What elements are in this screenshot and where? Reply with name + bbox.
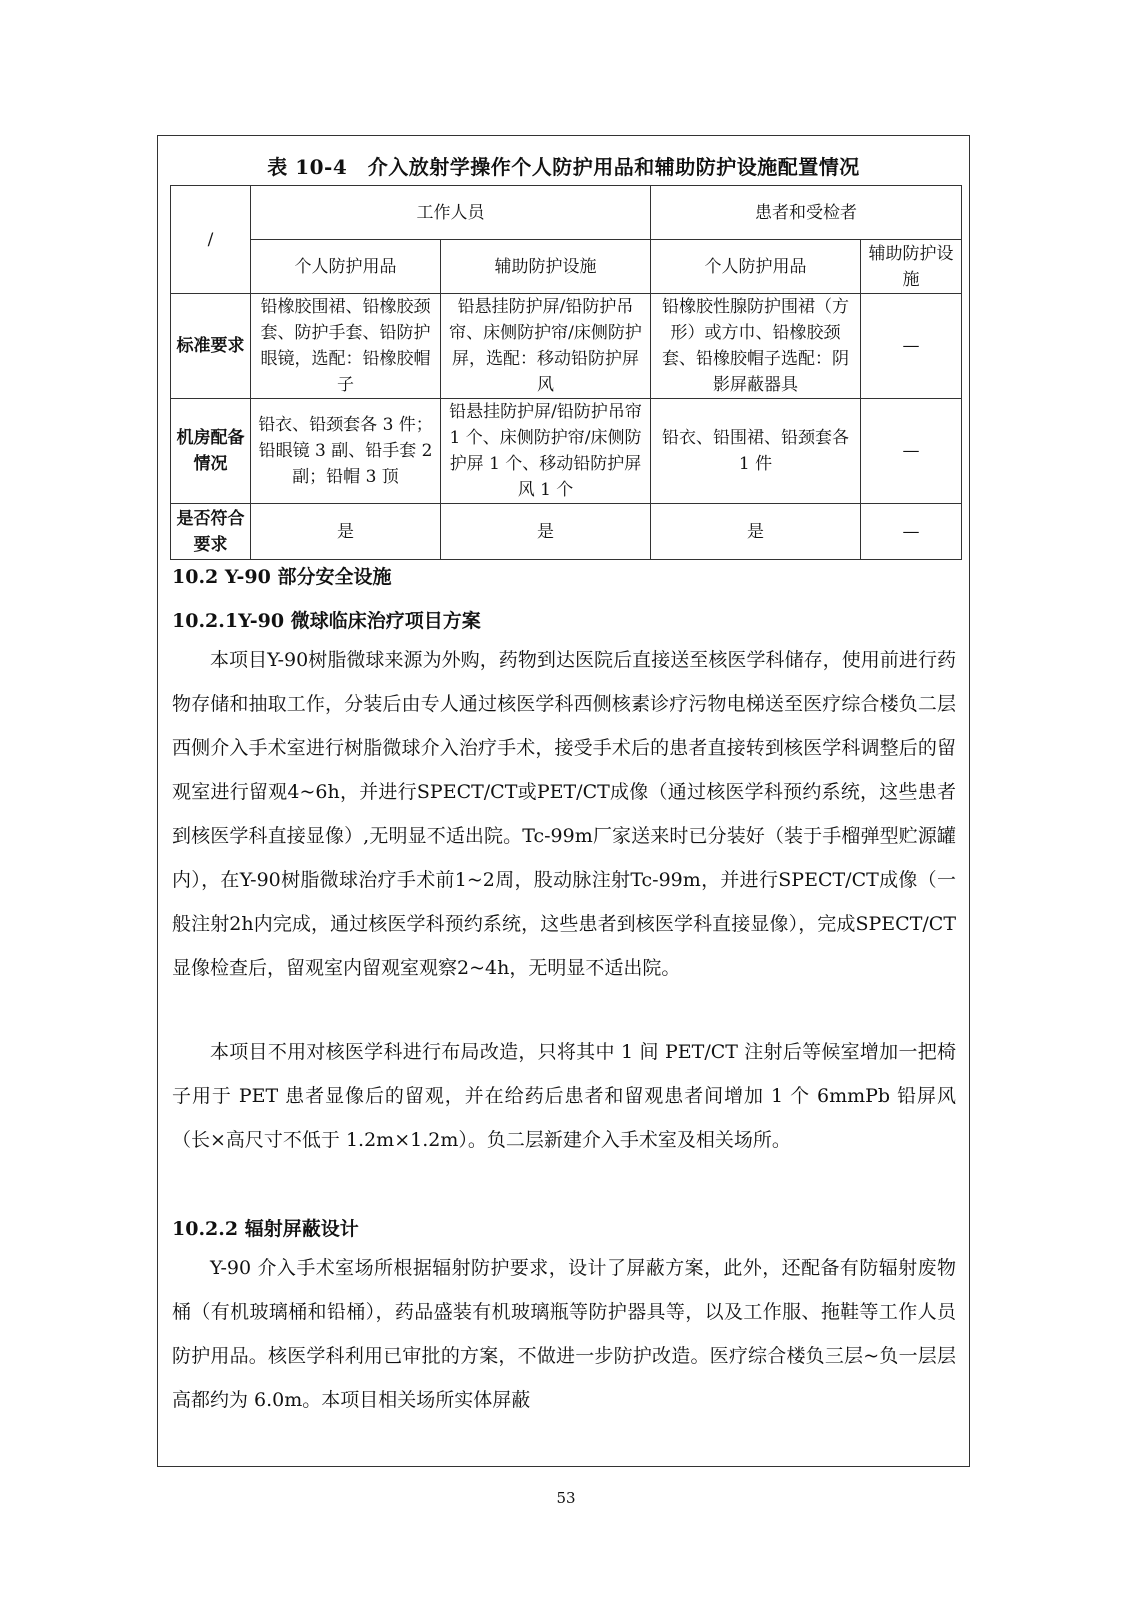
cell-patient-aux: — [861, 399, 962, 504]
table-header-row-1 [171, 186, 962, 240]
cell-staff-aux: 铅悬挂防护屏/铅防护吊帘 1 个、床侧防护帘/床侧防护屏 1 个、移动铅防护屏风 1 个 [441, 399, 651, 504]
row-label: 是否符合要求 [171, 504, 251, 560]
header-staff-aux: 辅助防护设施 [441, 240, 651, 294]
cell-patient-aux: — [861, 504, 962, 560]
cell-patient-ppe: 铅橡胶性腺防护围裙（方形）或方巾、铅橡胶颈套、铅橡胶帽子选配：阴影屏蔽器具 [651, 294, 861, 399]
paragraph-2: 本项目不用对核医学科进行布局改造，只将其中 1 间 PET/CT 注射后等候室增加一把椅子用于 PET 患者显像后的留观，并在给药后患者和留观患者间增加 1 个 6mmPb 铅屏风（长×高尺寸不低于 1.2m×1.2m）。负二层新建介入手术室及相关场所。 [172, 1041, 956, 1151]
header-staff-ppe: 个人防护用品 [251, 240, 441, 294]
paragraph-1: 本项目Y-90树脂微球来源为外购，药物到达医院后直接送至核医学科储存，使用前进行药物存储和抽取工作，分装后由专人通过核医学科西侧核素诊疗污物电梯送至医疗综合楼负二层西侧介入手术室进行树脂微球介入治疗手术，接受手术后的患者直接转到核医学科调整后的留观室进行留观4~6h，并进行SPECT/CT或PET/CT成像（通过核医学科预约系统，这些患者到核医学科直接显像）,无明显不适出院。Tc-99m厂家送来时已分装好（装于手榴弹型贮源罐内），在Y-90树脂微球治疗手术前1~2周，股动脉注射Tc-99m，并进行SPECT/CT成像（一般注射2h内完成，通过核医学科预约系统，这些患者到核医学科直接显像），完成SPECT/CT显像检查后，留观室内留观室观察2~4h，无明显不适出院。 [172, 649, 956, 979]
paragraph-3: Y-90 介入手术室场所根据辐射防护要求，设计了屏蔽方案，此外，还配备有防辐射废物桶（有机玻璃桶和铅桶），药品盛装有机玻璃瓶等防护器具等，以及工作服、拖鞋等工作人员防护用品。核医学科利用已审批的方案，不做进一步防护改造。医疗综合楼负三层~负一层层高都约为 6.0m。本项目相关场所实体屏蔽 [172, 1257, 956, 1411]
cell-patient-ppe: 铅衣、铅围裙、铅颈套各 1 件 [651, 399, 861, 504]
cell-patient-aux: — [861, 294, 962, 399]
table-corner: / [171, 186, 251, 294]
row-label: 标准要求 [171, 294, 251, 399]
row-label: 机房配备情况 [171, 399, 251, 504]
header-patient-aux: 辅助防护设施 [861, 240, 962, 294]
cell-staff-aux: 是 [441, 504, 651, 560]
cell-staff-ppe: 铅衣、铅颈套各 3 件；铅眼镜 3 副、铅手套 2 副；铅帽 3 顶 [251, 399, 441, 504]
cell-patient-ppe: 是 [651, 504, 861, 560]
section-heading-10-2: 10.2 Y-90 部分安全设施 [172, 566, 392, 588]
cell-staff-aux: 铅悬挂防护屏/铅防护吊帘、床侧防护帘/床侧防护屏，选配：移动铅防护屏风 [441, 294, 651, 399]
header-patient-ppe: 个人防护用品 [651, 240, 861, 294]
section-heading-10-2-1: 10.2.1Y-90 微球临床治疗项目方案 [172, 610, 481, 632]
protection-table [170, 185, 962, 560]
header-patient: 患者和受检者 [651, 186, 962, 240]
cell-staff-ppe: 是 [251, 504, 441, 560]
page-number: 53 [556, 1489, 576, 1507]
table-caption: 表 10-4 介入放射学操作个人防护用品和辅助防护设施配置情况 [267, 155, 860, 179]
table-row [171, 294, 962, 399]
cell-staff-ppe: 铅橡胶围裙、铅橡胶颈套、防护手套、铅防护眼镜，选配：铅橡胶帽子 [251, 294, 441, 399]
header-staff: 工作人员 [251, 186, 651, 240]
table-header-row-2 [171, 240, 962, 294]
section-heading-10-2-2: 10.2.2 辐射屏蔽设计 [172, 1218, 359, 1240]
table-row [171, 504, 962, 560]
table-row [171, 399, 962, 504]
